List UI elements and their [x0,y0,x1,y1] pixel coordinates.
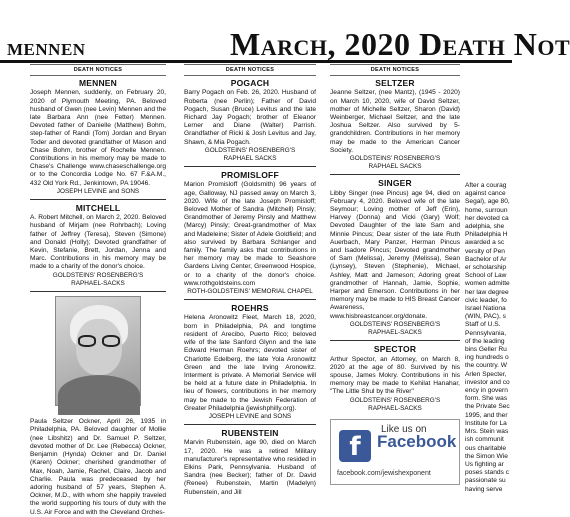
facebook-like-text: Like us on [381,423,427,435]
notice-signature: JOSEPH LEVINE and SONS [56,187,140,195]
divider [30,291,166,292]
column-1 [30,64,166,516]
notice-name: SPECTOR [373,344,417,355]
facebook-icon: f [339,430,371,462]
notice-body: Libby Singer (nee Pincus) age 94, died on February 4, 2020. Beloved wife of the late Seymour; Loving mother of Jeff (Erin), Harvey (Donna) and Vicki (Gary) Wolf; Devoted Daughter of the late Sam and Minnie Pincus; Dear sister of the late Ruth Auerbach, Mary Panzer, Herman Pincus and Isadore Pincus; Devoted grandmother of Sam (Melissa), Jeremy (Melissa), Sean (Lynsey), Steven (Stephenie), Michael, Ashley, Matt and Jameson; Adoring great grandmother of Hannah, Jamie, Sophie, Harper and Emerson. Contributions in her memory may be made to HIS Breast Cancer Awareness, www.hisbreastcancer.org/donate. [330,189,460,320]
notice-signature: GOLDSTEINS' ROSENBERG'S [349,320,441,328]
column-2 [184,64,316,512]
column-3 [330,64,460,512]
notice-body-partial: After a courag against cance Segal), age 80, home, surroun her devoted ca adelphia, she Philadelphia H awarded a sc versity of Pen Bachelor of Ar er scholarship School of Law women admitte her law degree civic leader, fo Israel Nationa (WIN, PAC), s Staff of U.S. Pennsylvania, of the leading bins Geller Ru ing hundreds o the country. W Arlen Specter, investor and co ency in govern form. She was the Private Sec 1995, and ther Institute for La Mrs. Stein was ish communit ous charitable the Simon Wie Us fighting ar poses stands c passionate su having serve [465,182,510,493]
notice-signature: RAPHAEL-SACKS [368,329,422,337]
notice-name: RUBENSTEIN [221,428,279,439]
photo-shoulders [58,375,140,415]
facebook-url[interactable]: facebook.com/jewishexponent [337,469,431,477]
notice-name: PROMISLOFF [221,170,279,181]
facebook-ad[interactable] [330,419,460,485]
header-rule [0,60,512,63]
divider [30,199,166,200]
notice-name: MENNEN [78,78,118,89]
notice-body: Marion Promisloff (Goldsmith) 96 years of age, Galloway, NJ passed away on March 3, 2020. Wife of the late Joseph Promisloff; Beloved Mother of Sandra (Mitchell) Pinsly; Grandmother of Jeremy Pinsly and Matthew (Marcy) Pinsly; Great-grandmother of Max and Madeleine; Sister of Adele Goldfield; and also survived by Barbara Schlanger and family. The family asks that contributions in her memory may be made to Seashore Gardens Living Center, Greenwood Hospice, or to a charity of the donor's choice. www.rothgoldsteins.com [184,181,316,287]
notice-name: ROEHRS [231,303,269,314]
notice-name: SINGER [378,178,412,189]
section-label: DEATH NOTICES [184,64,316,76]
column-4 [465,182,512,512]
notice-signature: JOSEPH LEVINE and SONS [208,412,292,420]
notice-signature: GOLDSTEINS' ROSENBERG'S [52,271,144,279]
notice-signature: RAPHAEL-SACKS [71,279,125,287]
notice-signature: GOLDSTEINS' ROSENBERG'S [204,146,296,154]
divider [184,424,316,425]
section-label: DEATH NOTICES [330,64,460,76]
notice-body: Arthur Spector, an Attorney, on March 8, 2020 at the age of 80. Survived by his spouse, James Mokry. Contributions in his memory may be made to Kehilat Hanahar, "The Little Shul by the River" [330,355,460,396]
photo-glasses [78,335,120,347]
notice-signature: RAPHAEL-SACKS [368,404,422,412]
portrait-photo [55,296,141,406]
notice-name: MITCHELL [75,203,121,214]
notice-signature: ROTH-GOLDSTEINS' MEMORIAL CHAPEL [187,288,313,296]
notice-body: Helena Aronowitz Fleet, March 18, 2020, born in Philadelphia, PA and longtime resident of Arecibo, Puerto Rico; beloved wife of the late Sanford Glynn and the late Edward Herman Roehrs; devoted sister of Charlotte Edelberg, the late Yola Aronowitz Green and the late Irving Aronowitz. Interment is private. A Memorial Service will be held at a future date in Philadelphia. In lieu of flowers, contributions in her memory may be made to the Jewish Federation of Greater Philadelphia (jewishphilly.org). [184,314,316,412]
notice-body: A. Robert Mitchell, on March 2, 2020. Beloved husband of Mirjam (nee Rohrbach); Loving father of Jeffrey (Teresa), Steven (Simone) and Donald (Holly); Devoted grandfather of Kevin, Stefanie, Brett, Jordan, Jenna and Marc. Contributions in his memory may be made to a charity of the donor's choice. [30,214,166,271]
notice-body: Jeanne Seltzer, (nee Mantz), (1945 - 2020) on March 10, 2020, wife of David Seltzer, mother of Michelle Seltzer, Sharon (David) Weinberger, Michael Seltzer, and the late Joshua Seltzer. Also survived by 5-grandchildren. Contributions in her memory may be made to the American Cancer Society. [330,89,460,154]
divider [330,340,460,341]
notice-signature: RAPHAEL SACKS [368,163,422,171]
facebook-wordmark: Facebook [377,431,457,451]
page-header-left: MENNEN [7,40,86,59]
notice-body: Barry Pogach on Feb. 26, 2020. Husband of Roberta (nee Perlin); Father of David Pogach, Susan (Bruce) Levitus and the late Richard Jay Pogach; brother of Eleanor Lerner and Diane (Walter) Parrish. Grandfather of Ricki & Josh Levitus and Jay, Shawn, & Mia Pogach. [184,89,316,146]
notice-signature: GOLDSTEINS' ROSENBERG'S [349,396,441,404]
notice-body: Paula Seltzer Ockner, April 26, 1935 in Philadelphia, PA. Beloved daughter of Mollie (nee Libshitz) and Dr. Samuel P. Seltzer, devoted mother of Dr. Lee (Rebecca) Ockner, Benjamin (Hynda) Ockner and Dr. Daniel (Karen) Ockner; cherished grandmother of Max, Noah, Jamie, Rachel, Claire, Jacob and Charlie. Paula was predeceased by her adoring husband of 57 years, Stephen A. Ockner, M.D., with whom she happily traveled the world supporting his tours of duty with the U.S. Air Force and with the Cleveland Orches- [30,418,166,516]
notice-body: Marvin Rubenstein, age 90, died on March 17, 2020. He was a retired Military manufacturer's representative who resided in Elkins Park, Pennsylvania. Husband of Sandra (nee Becker); father of Dr. David (Renee) Rubenstein, Martin (Madelyn) Rubenstein, and Jill [184,439,316,496]
notice-name: SELTZER [375,78,415,89]
notice-name: POGACH [230,78,270,89]
photo-face [76,319,122,375]
divider [330,174,460,175]
notice-signature: RAPHAEL SACKS [223,155,277,163]
notice-signature: GOLDSTEINS' ROSENBERG'S [349,155,441,163]
divider [184,299,316,300]
section-label: DEATH NOTICES [30,64,166,76]
page-title: March, 2020 Death Not [230,26,570,62]
notice-body: Joseph Mennen, suddenly, on February 20, 2020 of Plymouth Meeting, PA. Beloved husband of Gwen (nee Levin) Mennen and the late Barbara Ann (nee Fetter) Mennen. Devoted father of Danielle (Matthew) Bohm, step-father of Randi (Tom) Jordan and Bryan Toder and devoted grandfather of Mason and Chase Bohm, brother of Rochelle Mennen. Contributions in his memory may be made to Chase's Challenge www.chaseschallenge.org or to the Concordia Lodge No. 67 F.&A.M., 432 Old York Rd., Jenkintown, PA 19046. [30,89,166,187]
divider [184,166,316,167]
